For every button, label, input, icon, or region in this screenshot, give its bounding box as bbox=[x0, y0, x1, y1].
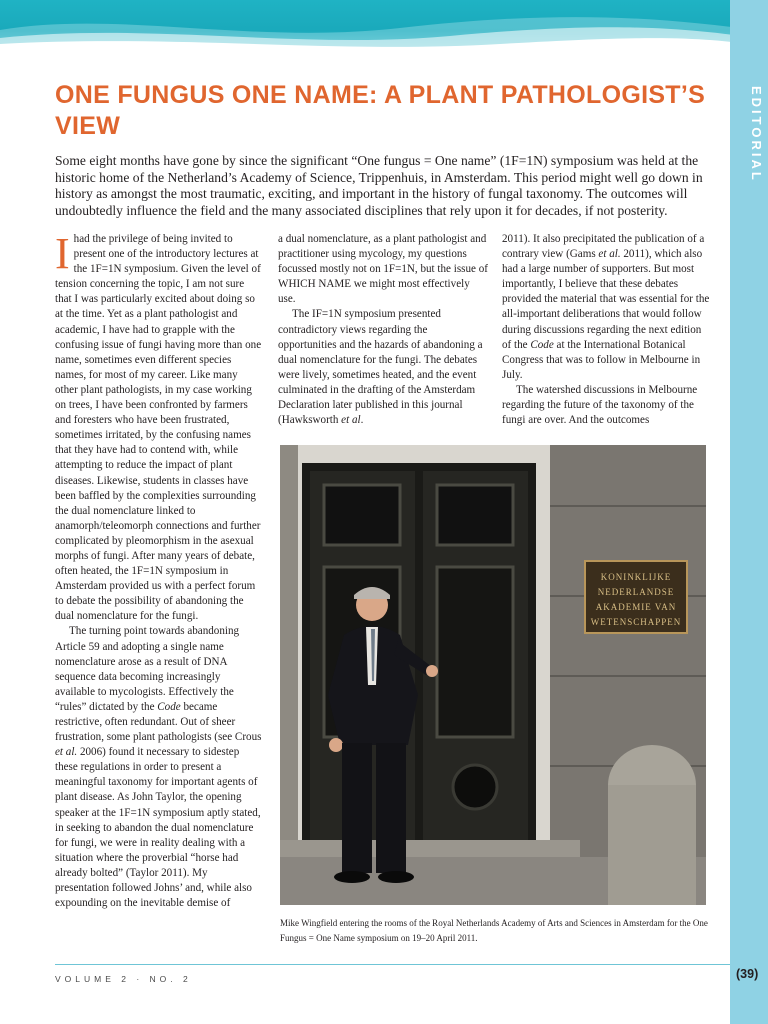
wave-decoration bbox=[0, 0, 768, 52]
section-label: EDITORIAL bbox=[749, 86, 764, 183]
article-photo bbox=[280, 445, 706, 905]
plaque-line: KONINKLIJKE bbox=[600, 572, 672, 582]
footer-rule bbox=[55, 964, 730, 965]
paragraph: a dual nomenclature, as a plant pathologist and practitioner using mycology, my questions focussed mostly not on 1F=1N, but the issue of WHICH NAME we might most effectively use. bbox=[278, 233, 488, 306]
italic-text: Code bbox=[530, 338, 554, 351]
text-column-3 bbox=[502, 232, 712, 428]
drop-cap: I bbox=[55, 229, 70, 278]
paragraph-text: at the International Botanical Congress that was to follow in Melbourne in July. bbox=[502, 338, 701, 381]
plaque-line: NEDERLANDSE bbox=[597, 587, 675, 597]
paragraph bbox=[55, 229, 262, 624]
italic-text: Code bbox=[157, 700, 181, 713]
italic-text: et al bbox=[341, 414, 361, 427]
italic-text: et al. bbox=[598, 248, 621, 261]
paragraph-text: . bbox=[360, 414, 364, 427]
photo-caption: Mike Wingfield entering the rooms of the Royal Netherlands Academy of Arts and Sciences in Amsterdam for the One Fungus = One Name symposium on 19–20 April 2011. bbox=[280, 918, 708, 943]
volume-label: VOLUME 2 · NO. 2 bbox=[55, 974, 192, 984]
paragraph-text: The turning point towards abandoning Article 59 and adopting a single name nomenclature arose as a result of DNA sequence data becoming increasingly available to mycologists. Effectively the “rules” dictated by the bbox=[55, 625, 240, 713]
text-column-1 bbox=[55, 229, 262, 911]
page-number: (39) bbox=[736, 967, 759, 981]
header-band bbox=[0, 0, 768, 52]
paragraph-text: 2011), which also had a large number of supporters. But most importantly, I believe that these debates provided the material that was essential for the all-important deliberations that would follow during discussions regarding the next edition of the bbox=[502, 248, 710, 351]
paragraph-text: 2011). It also precipitated the publication of a contrary view (Gams bbox=[502, 233, 705, 261]
paragraph bbox=[502, 232, 712, 383]
paragraph: The watershed discussions in Melbourne regarding the future of the taxonomy of the fungi are over. And the outcomes bbox=[502, 383, 698, 427]
paragraph-text: had the privilege of being invited to present one of the introductory lectures at the 1F=1N symposium. Given the level of tension concerning the topic, I am not sure that I was particularly excited about doing so at the time. Yet as a plant pathologist and academic, I have had to grapple with the confusing issue of fungi having more than one name, sometimes even different species names, for most of my career. Like many other plant pathologists, in my case working on trees, I have been confronted by farmers and foresters who have been frustrated, sometimes irritated, by the confusing names that they have had to contend with, while attempting to reduce the impact of plant diseases. Likewise, students in classes have been baffled by the complexities surrounding the dual nomenclature linked to anamorph/teleomorph connections and further complicated by pleomorphism in the asexual morphs of fungi. After many years of debate, often heated, the 1F=1N symposium in Amsterdam provided us with a perfect forum to debate the possibility of abandoning the dual nomenclature for the fungi. bbox=[55, 233, 262, 623]
paragraph-text: The IF=1N symposium presented contradictory views regarding the opportunities and the hazards of abandoning a dual nomenclature for the fungi. The debates were lively, sometimes heated, and the event culminated in the drafting of the Amsterdam Declaration later published in this journal (Hawksworth bbox=[278, 308, 483, 427]
text-column-2 bbox=[278, 232, 488, 428]
italic-text: et al. bbox=[55, 746, 78, 759]
photo-illustration bbox=[280, 445, 706, 905]
plaque-line: WETENSCHAPPEN bbox=[590, 617, 682, 627]
paragraph bbox=[55, 624, 262, 911]
paragraph bbox=[278, 307, 488, 428]
article-intro: Some eight months have gone by since the significant “One fungus = One name” (1F=1N) symposium was held at the historic home of the Netherland’s Academy of Science, Trippenhuis, in Amsterdam. This period might well go down in history as amongst the most traumatic, exciting, and important in the history of fungal taxonomy. The outcomes will undoubtedly influence the field and the many associated disciplines that rely upon it for decades, if not posterity. bbox=[55, 153, 703, 218]
paragraph-text: became restrictive, often redundant. Out of sheer frustration, some plant pathologists (see Crous bbox=[55, 700, 262, 744]
article-title: ONE FUNGUS ONE NAME: A PLANT PATHOLOGIST’S VIEW bbox=[55, 81, 706, 140]
paragraph-text: 2006) found it necessary to sidestep these regulations in order to present a meaningful taxonomy for important agents of plant disease. As John Taylor, the opening speaker at the 1F=1N symposium aptly stated, in seeking to abandon the dual nomenclature for fungi, we were in reality dealing with a situation where the proverbial “horse had already bolted” (Taylor 2011). My presentation followed Johns’ and, while also expounding on the inevitable demise of bbox=[55, 746, 261, 910]
plaque-line: AKADEMIE VAN bbox=[595, 602, 677, 612]
